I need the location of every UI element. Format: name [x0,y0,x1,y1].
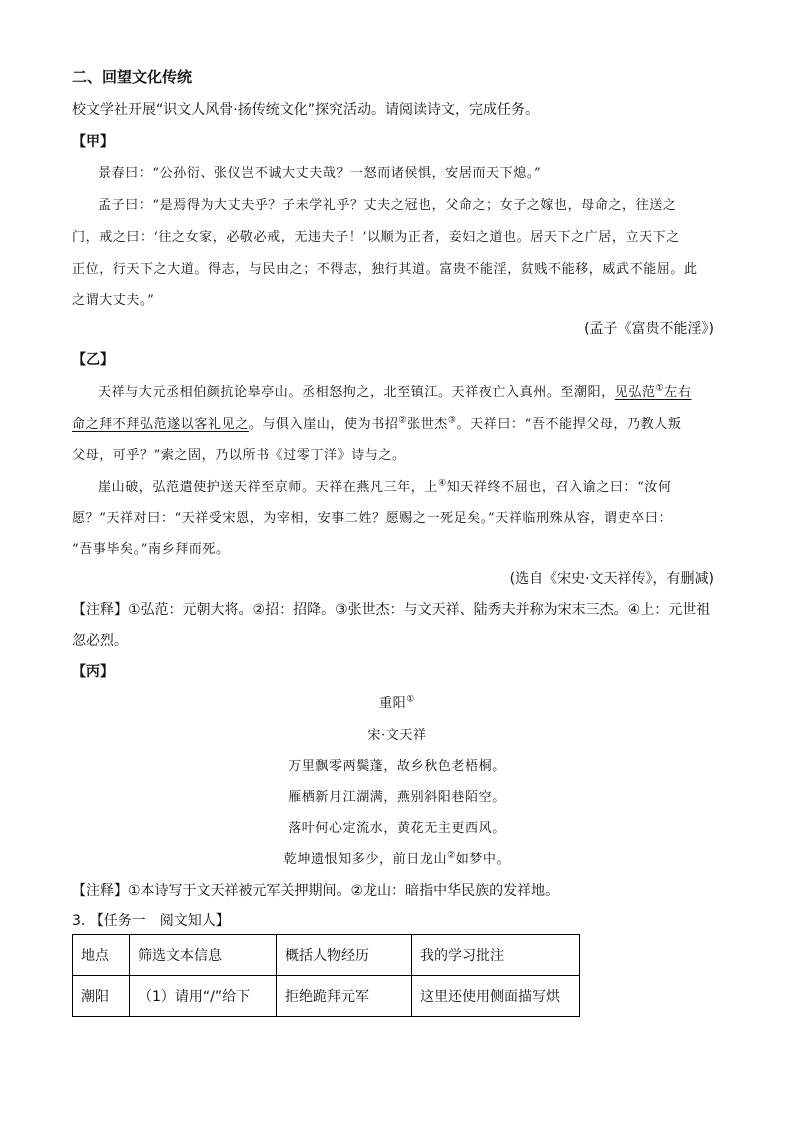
yi-underlined-sentence: 命之拜不拜弘范遂以客礼见之 [72,417,249,432]
yi-underlined-b: 左右 [664,385,692,400]
header-cell-place: 地点 [73,935,130,976]
cell-summary: 拒绝跪拜元军 [277,976,412,1017]
note-ref-4: ④ [438,478,447,489]
yi-line-6: “吾事毕矣。”南乡拜而死。 [72,542,230,557]
section-title: 二、回望文化传统 [72,68,193,86]
note-ref-2: ② [398,415,408,426]
poem-line-4 [0,848,794,867]
poem-line-4-b: 如梦中。 [455,852,511,867]
note-ref-3: ③ [447,415,457,426]
yi-line-2 [72,413,681,432]
poem-note-ref-1: ① [406,694,415,705]
table-header-row [73,935,580,976]
yi-line-3: 父母，可乎？”索之固，乃以所书《过零丁洋》诗与之。 [72,448,406,463]
poem-line-2: 雁栖新月江湖满，燕别斜阳巷陌空。 [288,790,506,805]
task-table [72,934,580,1017]
jia-line-3: 门，戒之曰：‘往之女家，必敬必戒，无违夫子！’以顺为正者，妾妇之道也。居天下之广居，立天下之 [72,230,680,245]
yi-line-2-a: 。与俱入崖山，使为书招 [248,417,399,432]
yi-underlined-phrase [615,385,692,400]
poem-line-4-a: 乾坤遗恨知多少，前日龙山 [283,852,448,867]
poem-title [0,692,794,711]
bing-label: 【丙】 [72,664,114,680]
cell-place: 潮阳 [73,976,130,1017]
header-cell-notes: 我的学习批注 [412,935,580,976]
jia-source: (孟子《富贵不能淫》) [584,321,714,337]
bing-notes: 【注释】①本诗写于文天祥被元军关押期间。②龙山：暗指中华民族的发祥地。 [72,883,560,899]
jia-label: 【甲】 [72,134,114,150]
yi-line-2-c: 。天祥曰：“吾不能捍父母，乃教人叛 [456,417,682,432]
intro-text: 校文学社开展“识文人风骨·扬传统文化”探究活动。请阅读诗文，完成任务。 [72,102,539,118]
poem-author: 宋·文天祥 [367,728,427,743]
table-row [73,976,580,1017]
cell-info: （1）请用“/”给下 [130,976,277,1017]
poem-line-1: 万里飘零两鬓蓬，故乡秋色老梧桐。 [288,759,506,774]
yi-label: 【乙】 [72,352,114,368]
jia-line-2: 孟子曰：“是焉得为大丈夫乎？子未学礼乎？丈夫之冠也，父命之；女子之嫁也，母命之，往送之 [98,198,677,213]
yi-notes-line-2: 忽必烈。 [72,633,128,649]
header-cell-info: 筛选文本信息 [130,935,277,976]
jia-line-4: 正位，行天下之大道。得志，与民由之；不得志，独行其道。富贵不能淫，贫贱不能移，威武不能屈。此 [72,262,698,277]
yi-line-4-b: 知天祥终不屈也，召入谕之曰：“汝何 [446,480,672,495]
jia-line-5: 之谓大丈夫。” [72,293,155,308]
yi-source: (选自《宋史·文天祥传》，有删减) [509,571,714,587]
yi-notes-line-1: 【注释】①弘范：元朝大将。②招：招降。③张世杰：与文天祥、陆秀夫并称为宋末三杰。④上：元世祖 [72,602,711,618]
poem-line-3: 落叶何心定流水，黄花无主更西风。 [288,821,506,836]
yi-underlined-a: 见弘范 [614,385,656,400]
note-ref-1: ① [655,383,665,394]
yi-line-1 [98,381,692,400]
yi-line-2-b: 张世杰 [407,417,448,432]
jia-line-1: 景春曰：“公孙衍、张仪岂不诚大丈夫哉？一怒而诸侯惧，安居而天下熄。” [98,166,542,181]
poem-note-ref-2: ② [447,850,456,861]
yi-line-5: 愿？”天祥对曰：“天祥受宋恩，为宰相，安事二姓？愿赐之一死足矣。”天祥临刑殊从容，谓吏卒曰： [72,511,673,526]
yi-line-4-a: 崖山破，弘范遣使护送天祥至京师。天祥在燕凡三年，上 [98,480,439,495]
cell-notes: 这里还使用侧面描写烘 [412,976,580,1017]
yi-line-4 [98,476,672,495]
task-heading: 3. 【任务一 阅文知人】 [72,913,230,929]
header-cell-summary: 概括人物经历 [277,935,412,976]
poem-title-text: 重阳 [379,696,407,711]
yi-line-1-text: 天祥与大元丞相伯颜抗论皋亭山。丞相怒拘之，北至镇江。天祥夜亡入真州。至潮阳， [98,385,615,400]
